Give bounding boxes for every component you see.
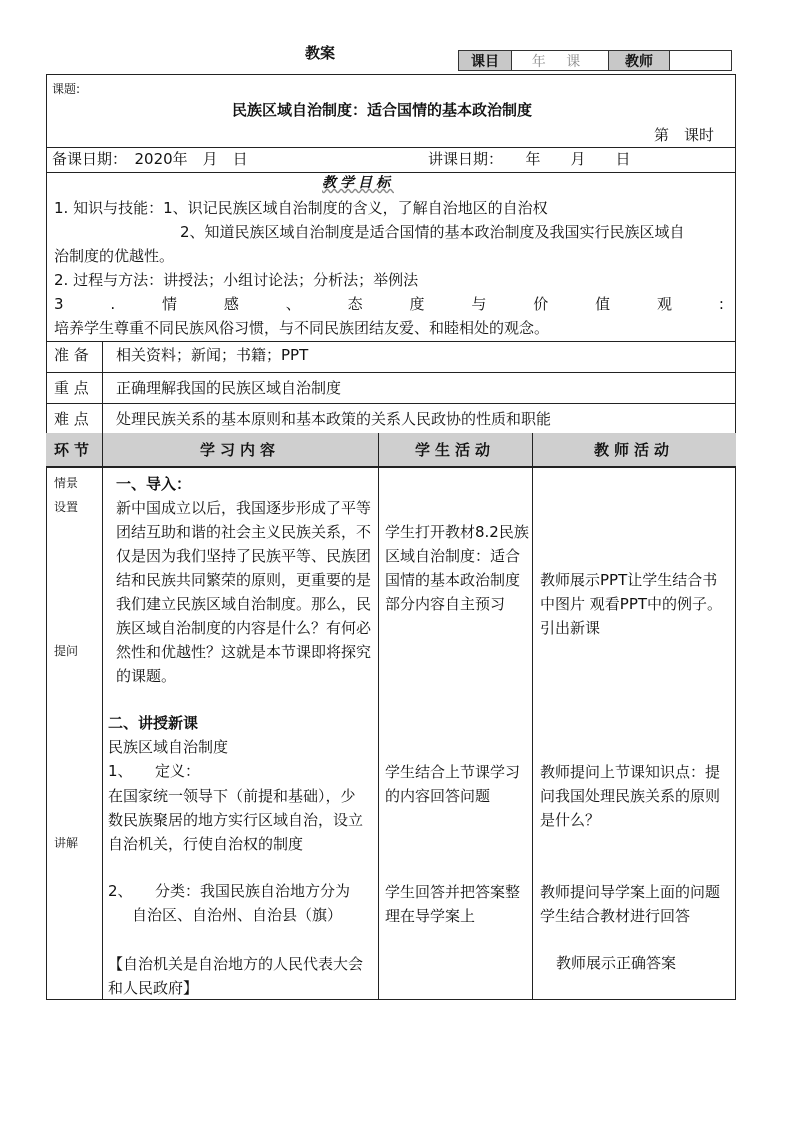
key-value: 正确理解我国的民族区域自治制度 bbox=[116, 379, 342, 397]
divider bbox=[378, 433, 379, 1000]
grade-field: 年 课 bbox=[511, 51, 608, 70]
divider bbox=[46, 466, 736, 468]
definition-text: 在国家统一领导下（前提和基础），少数民族聚居的地方实行区域自治，设立自治机关，行使自治权的制度 bbox=[108, 787, 364, 853]
header-teacher: 教师活动 bbox=[593, 441, 674, 459]
divider bbox=[46, 341, 736, 342]
header-student: 学生活动 bbox=[414, 441, 495, 459]
teacher-activity-1: 教师展示PPT让学生结合书中图片 观看PPT中的例子。引出新课 bbox=[540, 571, 723, 637]
goal-line-2: 2、知道民族区域自治制度是适合国情的基本政治制度及我国实行民族区域自 bbox=[180, 223, 685, 241]
teach-date: 讲课日期： 年 月 日 bbox=[428, 150, 631, 168]
header-content: 学习内容 bbox=[199, 441, 280, 459]
goal-line-6: 培养学生尊重不同民族风俗习惯，与不同民族团结友爱、和睦相处的观念。 bbox=[54, 319, 550, 337]
goal-char: 情 bbox=[162, 295, 178, 313]
student-activity-3: 学生回答并把答案整理在导学案上 bbox=[385, 883, 521, 925]
goals-heading: 教学目标 bbox=[322, 175, 394, 191]
goal-char: 度 bbox=[409, 295, 425, 313]
goal-char: . bbox=[110, 295, 116, 313]
difficulty-label: 难 点 bbox=[54, 410, 89, 428]
prep-date: 备课日期： 2020年 月 日 bbox=[52, 150, 248, 168]
new-lesson-heading: 二、讲授新课 bbox=[108, 714, 199, 732]
key-label: 重 点 bbox=[54, 379, 89, 397]
goal-line-1: 1. 知识与技能：1、识记民族区域自治制度的含义，了解自治地区的自治权 bbox=[54, 199, 548, 217]
classification-text: 自治区、自治州、自治县（旗） bbox=[132, 906, 343, 924]
divider bbox=[532, 433, 533, 1000]
prep-label: 准 备 bbox=[54, 346, 89, 364]
goal-char: 价 bbox=[533, 295, 549, 313]
divider bbox=[102, 341, 103, 433]
student-activity-1: 学生打开教材8.2民族区域自治制度：适合国情的基本政治制度部分内容自主预习 bbox=[385, 523, 529, 613]
intro-heading: 一、导入： bbox=[116, 475, 192, 493]
course-tab: 课目 bbox=[459, 51, 511, 70]
stage-question: 提问 bbox=[54, 644, 79, 658]
page-title: 教案 bbox=[305, 44, 336, 62]
definition-label: 1、 定义： bbox=[108, 762, 201, 780]
goal-char: 3 bbox=[54, 295, 64, 313]
classification-label: 2、 分类：我国民族自治地方分为 bbox=[108, 882, 351, 900]
teacher-activity-3: 教师提问导学案上面的问题 学生结合教材进行回答 bbox=[540, 883, 736, 925]
difficulty-value: 处理民族关系的基本原则和基本政策的关系人民政协的性质和职能 bbox=[116, 410, 552, 428]
stage-scene-2: 设置 bbox=[54, 500, 79, 514]
goal-char: 态 bbox=[347, 295, 363, 313]
divider bbox=[46, 403, 736, 404]
goal-char: 观 bbox=[657, 295, 673, 313]
teacher-activity-2: 教师提问上节课知识点：提问我国处理民族关系的原则是什么？ bbox=[540, 763, 721, 829]
lesson-period: 第 课时 bbox=[654, 126, 715, 144]
goal-char: 感 bbox=[223, 295, 239, 313]
stage-explain: 讲解 bbox=[54, 836, 79, 850]
divider bbox=[46, 372, 736, 373]
intro-text: 新中国成立以后，我国逐步形成了平等团结互助和谐的社会主义民族关系，不仅是因为我们坚持了民族平等、民族团结和民族共同繁荣的原则，更重要的是我们建立民族区域自治制度。那么，民族区域自治制度的内容是什么？有何必然性和优越性？这就是本节课即将探究的课题。 bbox=[116, 499, 372, 685]
divider bbox=[102, 433, 103, 1000]
teacher-activity-4: 教师展示正确答案 bbox=[556, 954, 677, 972]
goal-char: 值 bbox=[595, 295, 611, 313]
goal-char: : bbox=[718, 295, 724, 313]
teacher-name-field bbox=[669, 51, 731, 70]
section-subtitle: 民族区域自治制度 bbox=[108, 738, 229, 756]
goal-line-4: 2. 过程与方法：讲授法；小组讨论法；分析法；举例法 bbox=[54, 271, 419, 289]
autonomy-note: 【自治机关是自治地方的人民代表大会和人民政府】 bbox=[108, 955, 364, 997]
goal-char: 、 bbox=[285, 295, 301, 313]
goal-char: 与 bbox=[471, 295, 487, 313]
goal-line-5 bbox=[54, 293, 724, 315]
header-stage: 环节 bbox=[53, 441, 94, 459]
teacher-tab: 教师 bbox=[608, 51, 669, 70]
prep-value: 相关资料；新闻；书籍；PPT bbox=[116, 346, 309, 364]
topic-label: 课题: bbox=[52, 82, 81, 96]
student-activity-2: 学生结合上节课学习的内容回答问题 bbox=[385, 763, 521, 805]
stage-scene-1: 情景 bbox=[54, 476, 79, 490]
goal-line-3: 治制度的优越性。 bbox=[54, 247, 175, 265]
header-info-box bbox=[458, 50, 732, 71]
lesson-topic: 民族区域自治制度：适合国情的基本政治制度 bbox=[232, 101, 533, 119]
